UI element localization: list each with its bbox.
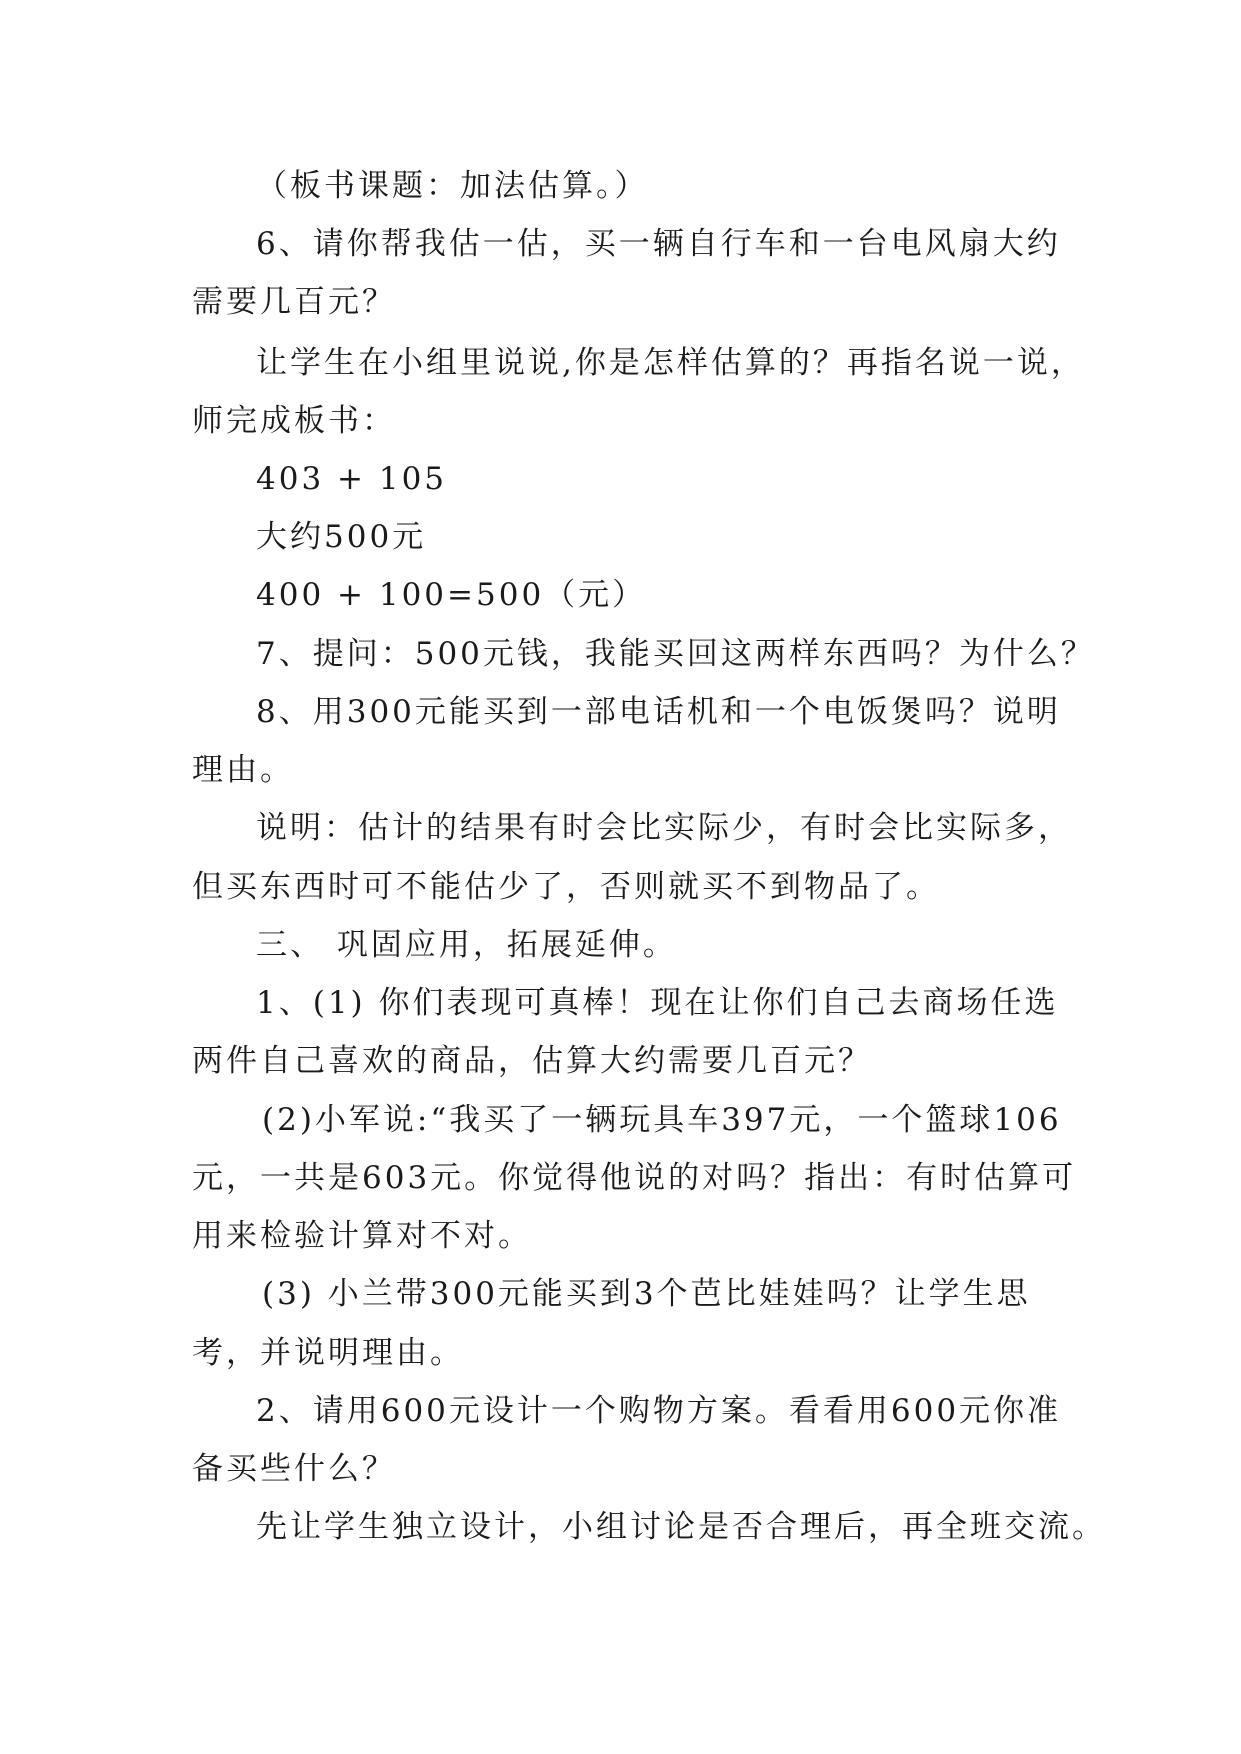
formula-line: 大约500元 [256,519,427,555]
text-line: 用来检验计算对不对。 [192,1218,532,1254]
text-line: 需要几百元？ [192,284,396,320]
text-line: （板书课题：加法估算。） [256,168,649,204]
text-line: 7、提问：500元钱，我能买回这两样东西吗？为什么？ [256,636,1095,672]
text-line: 说明：估计的结果有时会比实际少，有时会比实际多， [256,810,1072,846]
formula-line: 400 + 100=500（元） [256,577,647,613]
formula-line: 403 + 105 [256,461,448,497]
text-line: 1、(1) 你们表现可真棒！现在让你们自己去商场任选 [256,985,1059,1021]
text-line: 备买些什么？ [192,1451,396,1487]
text-line: (3) 小兰带300元能买到3个芭比娃娃吗？让学生思 [262,1276,1031,1312]
section-heading: 三、 巩固应用，拓展延伸。 [256,927,677,963]
text-line: (2)小军说:“我买了一辆玩具车397元，一个篮球106 [262,1102,1062,1138]
text-line: 两件自己喜欢的商品，估算大约需要几百元？ [192,1043,872,1079]
text-line: 2、请用600元设计一个购物方案。看看用600元你准 [256,1393,1062,1429]
text-line: 让学生在小组里说说,你是怎样估算的？再指名说一说， [256,345,1085,381]
text-line: 8、用300元能买到一部电话机和一个电饭煲吗？说明 [256,694,1061,730]
text-line: 元，一共是603元。你觉得他说的对吗？指出：有时估算可 [192,1160,1077,1196]
text-line: 师完成板书： [192,403,396,439]
text-line: 考，并说明理由。 [192,1335,464,1371]
text-line: 先让学生独立设计，小组讨论是否合理后，再全班交流。 [256,1509,1106,1545]
text-line: 6、请你帮我估一估，买一辆自行车和一台电风扇大约 [256,226,1061,262]
text-line: 理由。 [192,752,294,788]
text-line: 但买东西时可不能估少了，否则就买不到物品了。 [192,869,940,905]
